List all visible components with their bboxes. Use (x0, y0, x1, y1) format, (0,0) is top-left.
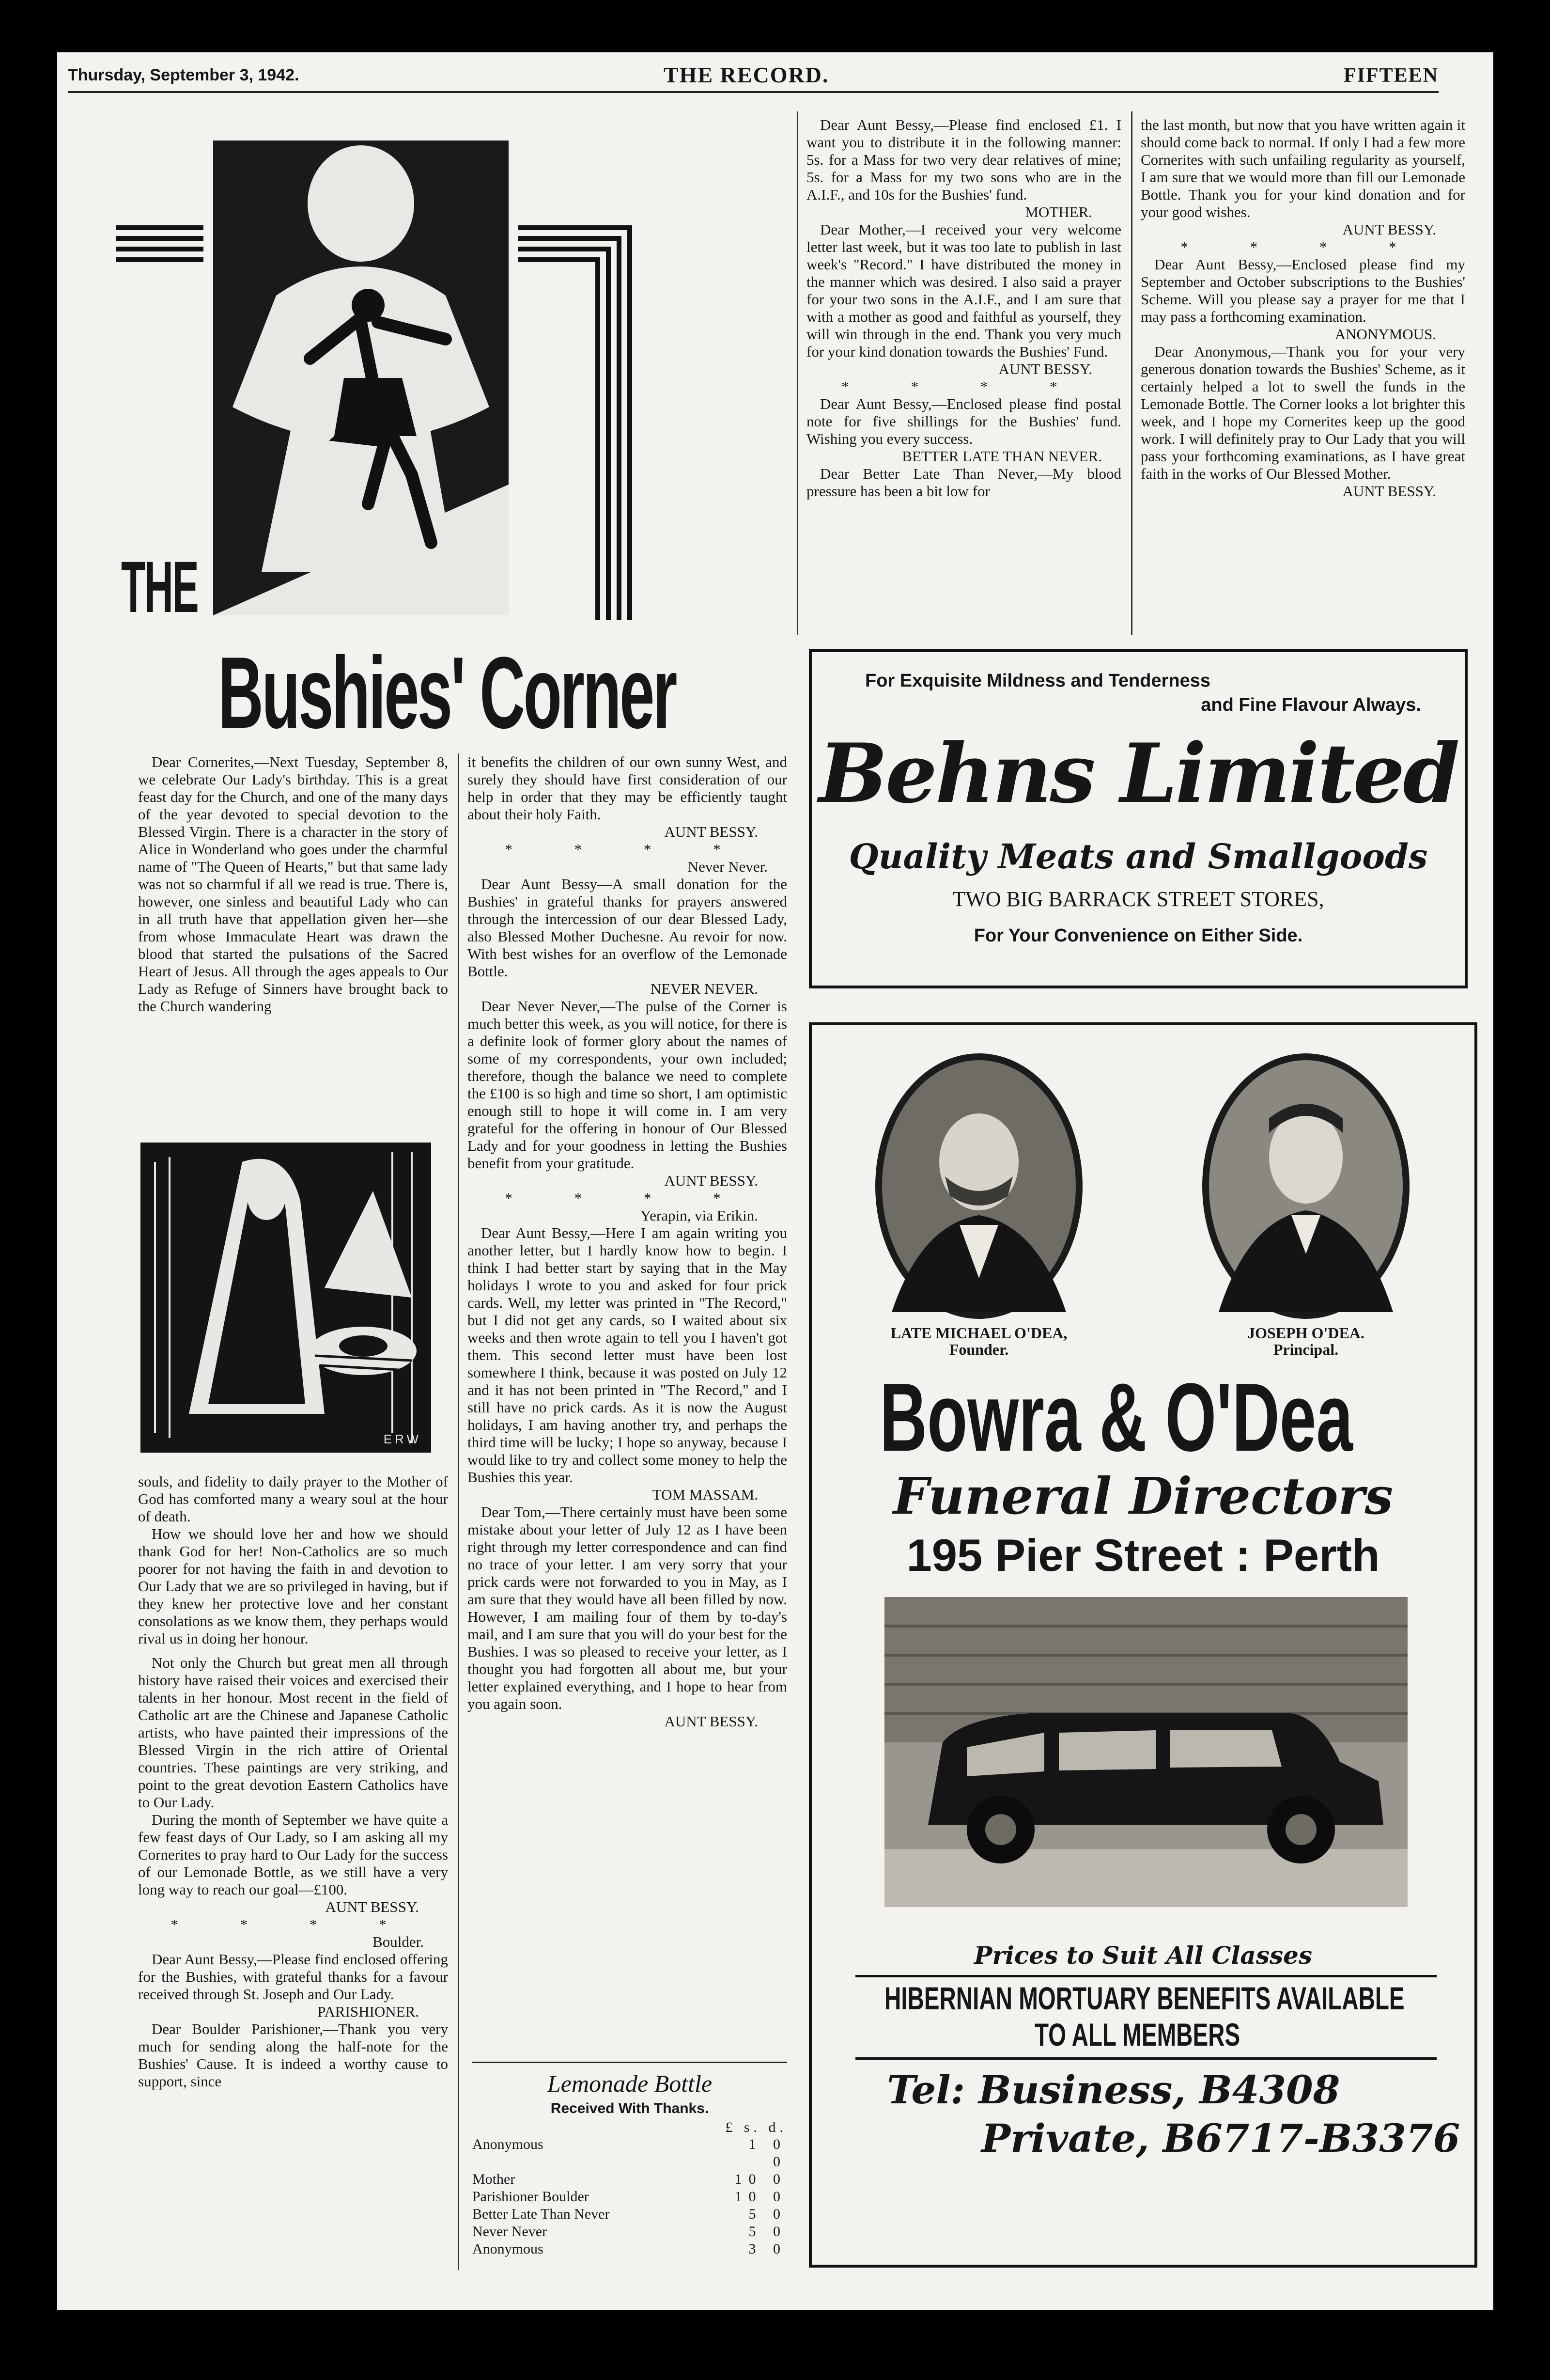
principal-role: Principal. (1273, 1341, 1339, 1358)
right-a-paragraph-4: Dear Better Late Than Never,—My blood pressure has been a bit low for (806, 465, 1121, 500)
behns-tagline: Quality Meats and Smallgoods (849, 836, 1428, 877)
left-signature-parishioner: PARISHIONER. (317, 2003, 419, 2020)
behns-line-2: and Fine Flavour Always. (1201, 695, 1421, 715)
portrait-photo-principal (1199, 1050, 1412, 1322)
mortuary-line-1: HIBERNIAN MORTUARY BENEFITS AVAILABLE (884, 1980, 1405, 2016)
lemonade-row (472, 2223, 787, 2240)
left-paragraph-6: Dear Aunt Bessy,—Please find enclosed offering for the Bushies, with grateful thanks for a favour received through St. Joseph and Our Lady. (138, 1951, 448, 2003)
middle-place-yerapin: Yerapin, via Erikin. (640, 1207, 758, 1224)
founder-caption (858, 1325, 1100, 1358)
masthead-title: Bushies' Corner (218, 636, 676, 750)
middle-paragraph-1: it benefits the children of our own sunny West, and surely they should have first consideration of our help in order that they may be efficiently taught about their holy Faith. (467, 753, 787, 823)
lemonade-rows (472, 2136, 787, 2258)
behns-line-1: For Exquisite Mildness and Tenderness (865, 671, 1211, 691)
right-a-signature-mother: MOTHER. (1025, 204, 1092, 220)
left-paragraph-4: Not only the Church but great men all through history have raised their voices and exercised their talents in her honour. Most recent in the field of Catholic art are the Chinese and Japanese Catholic artists, who have painted their impressions of the Blessed Virgin in the rich attire of Oriental countries. These paintings are very striking, and point to the great devotion Eastern Catholics have to Our Lady. (138, 1654, 448, 1811)
middle-signature-2: AUNT BESSY. (664, 1172, 758, 1189)
lemonade-row-amount: 5 0 (748, 2223, 787, 2239)
right-b-signature-1: AUNT BESSY. (1342, 221, 1436, 238)
right-b-paragraph-1: the last month, but now that you have written again it should come back to normal. If only I had a few more Cornerites with such unfailing regularity as yourself, I am sure that we would more than fill our Lemonade Bottle. Thank you for your kind donation and for your good wishes. (1141, 116, 1465, 220)
middle-paragraph-5: Dear Tom,—There certainly must have been some mistake about your letter of July 12 as I have been right through my letter correspondence and can find no trace of your letter. I am very sorry that your prick cards were not forwarded to you in May, as I am sure that they would have all been filled by now. However, I am mailing four of them by to-day's mail, and I am sure that you will do your best for the Bushies. I was so pleased to receive your letter, as I thought you had forgotten all about me, but your letter explained everything, and I hope to hear from you again soon. (467, 1503, 787, 1712)
lemonade-row-amount: 1 0 0 (748, 2136, 787, 2170)
left-signature-aunt-bessy: AUNT BESSY. (325, 1898, 419, 1915)
bowra-tel-business: Tel: Business, B4308 (887, 2067, 1340, 2113)
bowra-odea-advertisement (809, 1022, 1477, 2268)
middle-signature-tom-massam: TOM MASSAM. (652, 1486, 758, 1503)
behns-stores: TWO BIG BARRACK STREET STORES, (952, 887, 1324, 911)
lemonade-row (472, 2206, 787, 2223)
bushies-masthead-illustration (116, 136, 775, 640)
left-paragraph-5: During the month of September we have quite a few feast days of Our Lady, so I am asking all my Cornerites to pray hard to Our Lady for the success of our Lemonade Bottle, as we still have a very long way to reach our goal—£100. (138, 1811, 448, 1898)
lemonade-row-name: Anonymous (472, 2136, 543, 2152)
joseph-odea-portrait (1199, 1050, 1412, 1322)
left-intro-paragraph: Dear Cornerites,—Next Tuesday, September 8, we celebrate Our Lady's birthday. This is a great feast day for the Church, and one of the many days of the year devoted to special devotion to the Blessed Virgin. There is a character in the story of Alice in Wonderland who goes under the charmful name of "The Queen of Hearts," but that same lady was not so charmful if all we read is true. There is, however, one sinless and beautiful Lady who can in all truth have that appellation given her—she from whose Immaculate Heart was drawn the blood that started the pulsations of the Sacred Heart of Jesus. All through the ages appeals to Our Lady as Refuge of Sinners have brought back to the Church wandering (138, 753, 448, 1015)
column-rule-3 (1131, 111, 1132, 635)
founder-name: LATE MICHAEL O'DEA, (890, 1324, 1068, 1342)
left-place-boulder: Boulder. (372, 1933, 424, 1950)
header-title: THE RECORD. (664, 63, 829, 87)
left-paragraph-3: How we should love her and how we should thank God for her! Non-Catholics are so much poorer for not having the faith in and devotion to Our Lady that we are so privileged in having, but if they knew her protective love and her constant consolations as we know them, they perhaps would rival us in doing her honour. (138, 1525, 448, 1647)
principal-caption (1185, 1325, 1427, 1358)
lemonade-row (472, 2136, 787, 2171)
middle-column (467, 753, 787, 1730)
lemonade-row-amount: 3 0 (748, 2241, 787, 2257)
lemonade-row-amount: 10 0 (734, 2189, 787, 2205)
right-b-signature-2: AUNT BESSY. (1342, 483, 1436, 500)
lemonade-row-name: Never Never (472, 2223, 547, 2239)
right-b-signature-anonymous: ANONYMOUS. (1334, 326, 1436, 343)
right-column-b (1141, 116, 1465, 500)
right-b-stars: * * * * (1180, 238, 1426, 255)
mortuary-rule-top (855, 1975, 1437, 1977)
middle-paragraph-3: Dear Never Never,—The pulse of the Corner is much better this week, as you will notice, for there is a definite look of former glory about the names of some of my correspondents, your own included; therefore, though the balance we need to complete the £100 is so high and time so short, I am optimistic enough still to hope it will come in. I am very grateful for the offering in honour of Our Blessed Lady and for your goodness in letting the Bushies benefit from your gratitude. (467, 998, 787, 1172)
bowra-tel-private: Private, B6717-B3376 (981, 2115, 1460, 2161)
dancing-girl-illustration (116, 136, 775, 640)
lemonade-bottle-box (472, 2062, 787, 2258)
madonna-woodcut-illustration (140, 1143, 431, 1453)
lemonade-row-amount: 10 0 (734, 2171, 787, 2187)
lemonade-row-name: Better Late Than Never (472, 2206, 610, 2222)
michael-odea-portrait (872, 1050, 1085, 1322)
founder-role: Founder. (949, 1341, 1009, 1358)
middle-place-never-never: Never Never. (687, 858, 768, 875)
left-column-continued (138, 1473, 448, 2090)
left-paragraph-7: Dear Boulder Parishioner,—Thank you very much for sending along the half-note for the Bushies' Cause. It is indeed a worthy cause to support, since (138, 2020, 448, 2090)
middle-stars-1: * * * * (505, 841, 750, 858)
mortuary-line-2: TO ALL MEMBERS (1035, 2017, 1240, 2052)
lemonade-row (472, 2171, 787, 2188)
bowra-name: Bowra & O'Dea (880, 1363, 1353, 1472)
middle-stars-2: * * * * (505, 1190, 750, 1206)
bowra-address: 195 Pier Street : Perth (906, 1530, 1380, 1581)
woodcut-signature: ERW (383, 1432, 421, 1446)
column-rule-1 (458, 753, 459, 2270)
lemonade-row (472, 2188, 787, 2206)
behns-convenience: For Your Convenience on Either Side. (974, 925, 1303, 946)
right-a-paragraph-2: Dear Mother,—I received your very welcome letter last week, but it was too late to publish in last week's "Record." I have distributed the money in the manner which was desired. I also said a prayer for your two sons in the A.I.F., and I am sure that with a mother as good and faithful as yourself, they will win through in the end. Thank you very much for your kind donation towards the Bushies' Fund. (806, 221, 1121, 360)
lemonade-row-name: Parishioner Boulder (472, 2189, 589, 2205)
lemonade-subtitle: Received With Thanks. (550, 2100, 709, 2116)
behns-name: Behns Limited (819, 725, 1458, 821)
lemonade-row (472, 2240, 787, 2258)
lemonade-row-name: Anonymous (472, 2241, 543, 2257)
left-paragraph-2: souls, and fidelity to daily prayer to the Mother of God has comforted many a weary soul at the hour of death. (138, 1473, 448, 1525)
lemonade-row-name: Mother (472, 2171, 515, 2187)
right-b-paragraph-3: Dear Anonymous,—Thank you for your very generous donation towards the Bushies' Scheme, as it certainly helped a lot to swell the funds in the Lemonade Bottle. The Corner looks a lot brighter this week, and I hope my Cornerites keep up the good work. I will definitely pray to Our Lady that you will pass your forthcoming examinations, as I have great faith in the works of Our Blessed Mother. (1141, 343, 1465, 482)
behns-limited-advertisement (809, 649, 1468, 988)
hearse-photograph (884, 1597, 1408, 1907)
middle-signature-3: AUNT BESSY. (664, 1713, 758, 1730)
right-a-stars: * * * * (841, 378, 1086, 395)
middle-signature-1: AUNT BESSY. (664, 823, 758, 840)
header-page-number: FIFTEEN (1343, 64, 1439, 87)
masthead-the: THE (121, 546, 198, 627)
right-a-paragraph-3: Dear Aunt Bessy,—Enclosed please find postal note for five shillings for the Bushies' fund. Wishing you every success. (806, 395, 1121, 447)
lemonade-title: Lemonade Bottle (547, 2070, 713, 2097)
right-a-signature-aunt-bessy: AUNT BESSY. (998, 360, 1092, 377)
lemonade-row-amount: 5 0 (748, 2206, 787, 2222)
right-b-paragraph-2: Dear Aunt Bessy,—Enclosed please find my September and October subscriptions to the Bushies' Scheme. Will you please say a prayer for me that I may pass a forthcoming examination. (1141, 256, 1465, 325)
middle-signature-never-never: NEVER NEVER. (650, 980, 758, 997)
bowra-subtitle: Funeral Directors (893, 1466, 1394, 1526)
bowra-prices: Prices to Suit All Classes (974, 1941, 1313, 1970)
header-date: Thursday, September 3, 1942. (68, 66, 299, 84)
right-column-a (806, 116, 1121, 500)
middle-paragraph-4: Dear Aunt Bessy,—Here I am again writing you another letter, but I hardly know how to begin. I think I had better start by saying that in the May holidays I wrote to you and asked for four prick cards. Well, my letter was printed in "The Record," but I did not get any cards, so I waited about six weeks and then wrote again to tell you I haven't got them. This second letter must have been lost somewhere I think, because it was posted on July 12 and it has not been printed in "The Record," and I still have no prick cards. As it is now the August holidays, I am having another try, and perhaps the third time will be lucky; I hope so anyway, because I would like to try and collect some money to help the Bushies this year. (467, 1224, 787, 1486)
middle-paragraph-2: Dear Aunt Bessy—A small donation for the Bushies' in grateful thanks for prayers answered through the intercession of our dear Blessed Lady, also Blessed Mother Duchesne. Au revoir for now. With best wishes for an overflow of the Lemonade Bottle. (467, 876, 787, 980)
right-a-signature-better-late: BETTER LATE THAN NEVER. (902, 448, 1102, 465)
left-column (138, 753, 448, 1015)
page-header (68, 62, 1439, 93)
lemonade-amount-header: £ s. d. (725, 2119, 787, 2135)
portrait-photo-founder (872, 1050, 1085, 1322)
right-a-paragraph-1: Dear Aunt Bessy,—Please find enclosed £1. I want you to distribute it in the following manner: 5s. for a Mass for two very dear relatives of mine; 5s. for a Mass for my two sons who are in the A.I.F., and 10s for the Bushies' fund. (806, 116, 1121, 203)
column-rule-2 (797, 111, 798, 635)
principal-name: JOSEPH O'DEA. (1247, 1324, 1364, 1342)
hearse-car-photo (884, 1597, 1408, 1907)
mortuary-rule-bottom (855, 2057, 1437, 2060)
nativity-woodcut (140, 1143, 431, 1453)
left-stars-divider: * * * * (170, 1916, 416, 1933)
